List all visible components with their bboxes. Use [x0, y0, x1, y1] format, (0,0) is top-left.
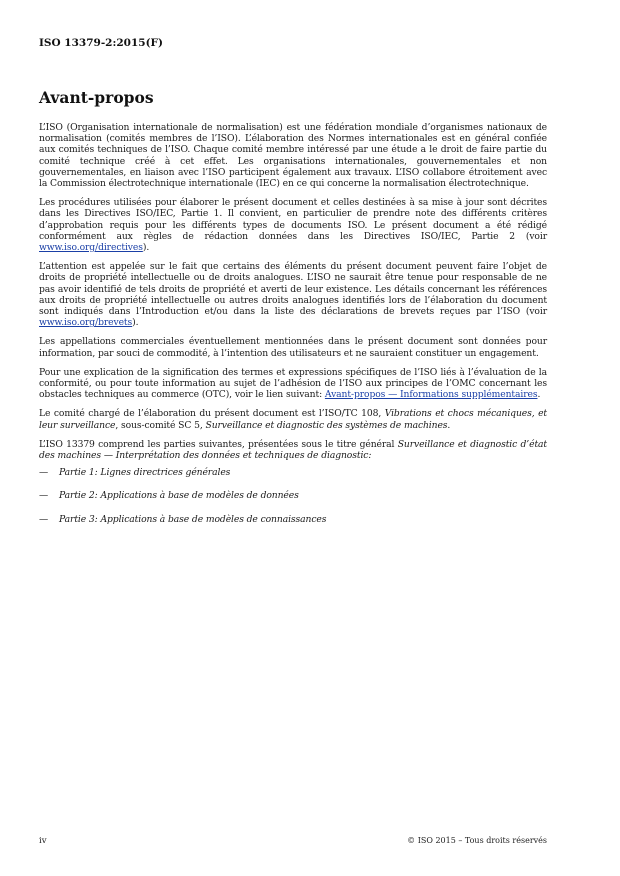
paragraph-conformity: Pour une explication de la signification des termes et expressions spécifiques de l’ISO liés à l’évaluation de la conformité, ou pour toute information au sujet de l’adhésion de l’ISO aux principes de l’OMC concernant les obstacles techniques au commerce (OTC), voir le lien suivant: Avant-propos — Informations supplémentaires.: [39, 366, 547, 401]
copyright-notice: © ISO 2015 – Tous droits réservés: [407, 836, 547, 845]
paragraph-trade-names: Les appellations commerciales éventuellement mentionnées dans le présent document sont données pour information, par souci de commodité, à l’intention des utilisateurs et ne sauraient constituer un engagement.: [39, 336, 547, 359]
paragraph-patents: L’attention est appelée sur le fait que certains des éléments du présent document peuvent faire l’objet de droits de propriété intellectuelle ou de droits analogues. L’ISO ne saurait être tenue pour responsable de ne pas avoir identifié de tels droits de propriété et averti de leur existence. Les détails concernant les références aux droits de propriété intellectuelle ou autres droits analogues identifiés lors de l’élaboration du document sont indiqués dans l’Introduction et/ou dans la liste des déclarations de brevets reçues par l’ISO (voir www.iso.org/brevets).: [39, 261, 547, 329]
paragraph-iso-intro: L’ISO (Organisation internationale de normalisation) est une fédération mondiale d’organismes nationaux de normalisation (comités membres de l’ISO). L’élaboration des Normes internationales est en général confiée aux comités techniques de l’ISO. Chaque comité membre intéressé par une étude a le droit de faire partie du comité technique créé à cet effet. Les organisations internationales, gouvernementales et non gouvernementales, en liaison avec l’ISO participent également aux travaux. L’ISO collabore étroitement avec la Commission électrotechnique internationale (IEC) en ce qui concerne la normalisation électrotechnique.: [39, 122, 547, 190]
paragraph-parts-intro: L’ISO 13379 comprend les parties suivantes, présentées sous le titre général Surveillance et diagnostic d’état des machines — Interprétation des données et techniques de diagnostic:: [39, 438, 548, 462]
foreword-info-link[interactable]: Avant-propos — Informations supplémentaires: [324, 389, 538, 401]
parts-list: [39, 467, 547, 525]
paragraph-procedures: Les procédures utilisées pour élaborer le présent document et celles destinées à sa mise à jour sont décrites dans les Directives ISO/IEC, Partie 1. Il convient, en particulier de prendre note des différents critères d’approbation requis pour les différents types de documents ISO. Le présent document a été rédigé conformément aux règles de rédaction données dans les Directives ISO/IEC, Partie 2 (voir www.iso.org/directives).: [39, 197, 547, 254]
list-item: — Partie 2: Applications à base de modèles de données: [39, 490, 299, 502]
list-item: — Partie 3: Applications à base de modèles de connaissances: [39, 513, 327, 525]
page-title: Avant-propos: [39, 88, 154, 107]
directives-link[interactable]: www.iso.org/directives: [39, 242, 143, 254]
document-id: ISO 13379-2:2015(F): [39, 37, 163, 49]
foreword-body: [39, 122, 547, 537]
page-number: iv: [39, 836, 47, 846]
paragraph-committee: Le comité chargé de l’élaboration du présent document est l’ISO/TC 108, Vibrations et chocs mécaniques, et leur surveillance, sous-comité SC 5, Surveillance et diagnostic des systèmes de machines.: [39, 408, 547, 431]
patents-link[interactable]: www.iso.org/brevets: [39, 317, 133, 329]
list-item: — Partie 1: Lignes directrices générales: [39, 467, 231, 479]
